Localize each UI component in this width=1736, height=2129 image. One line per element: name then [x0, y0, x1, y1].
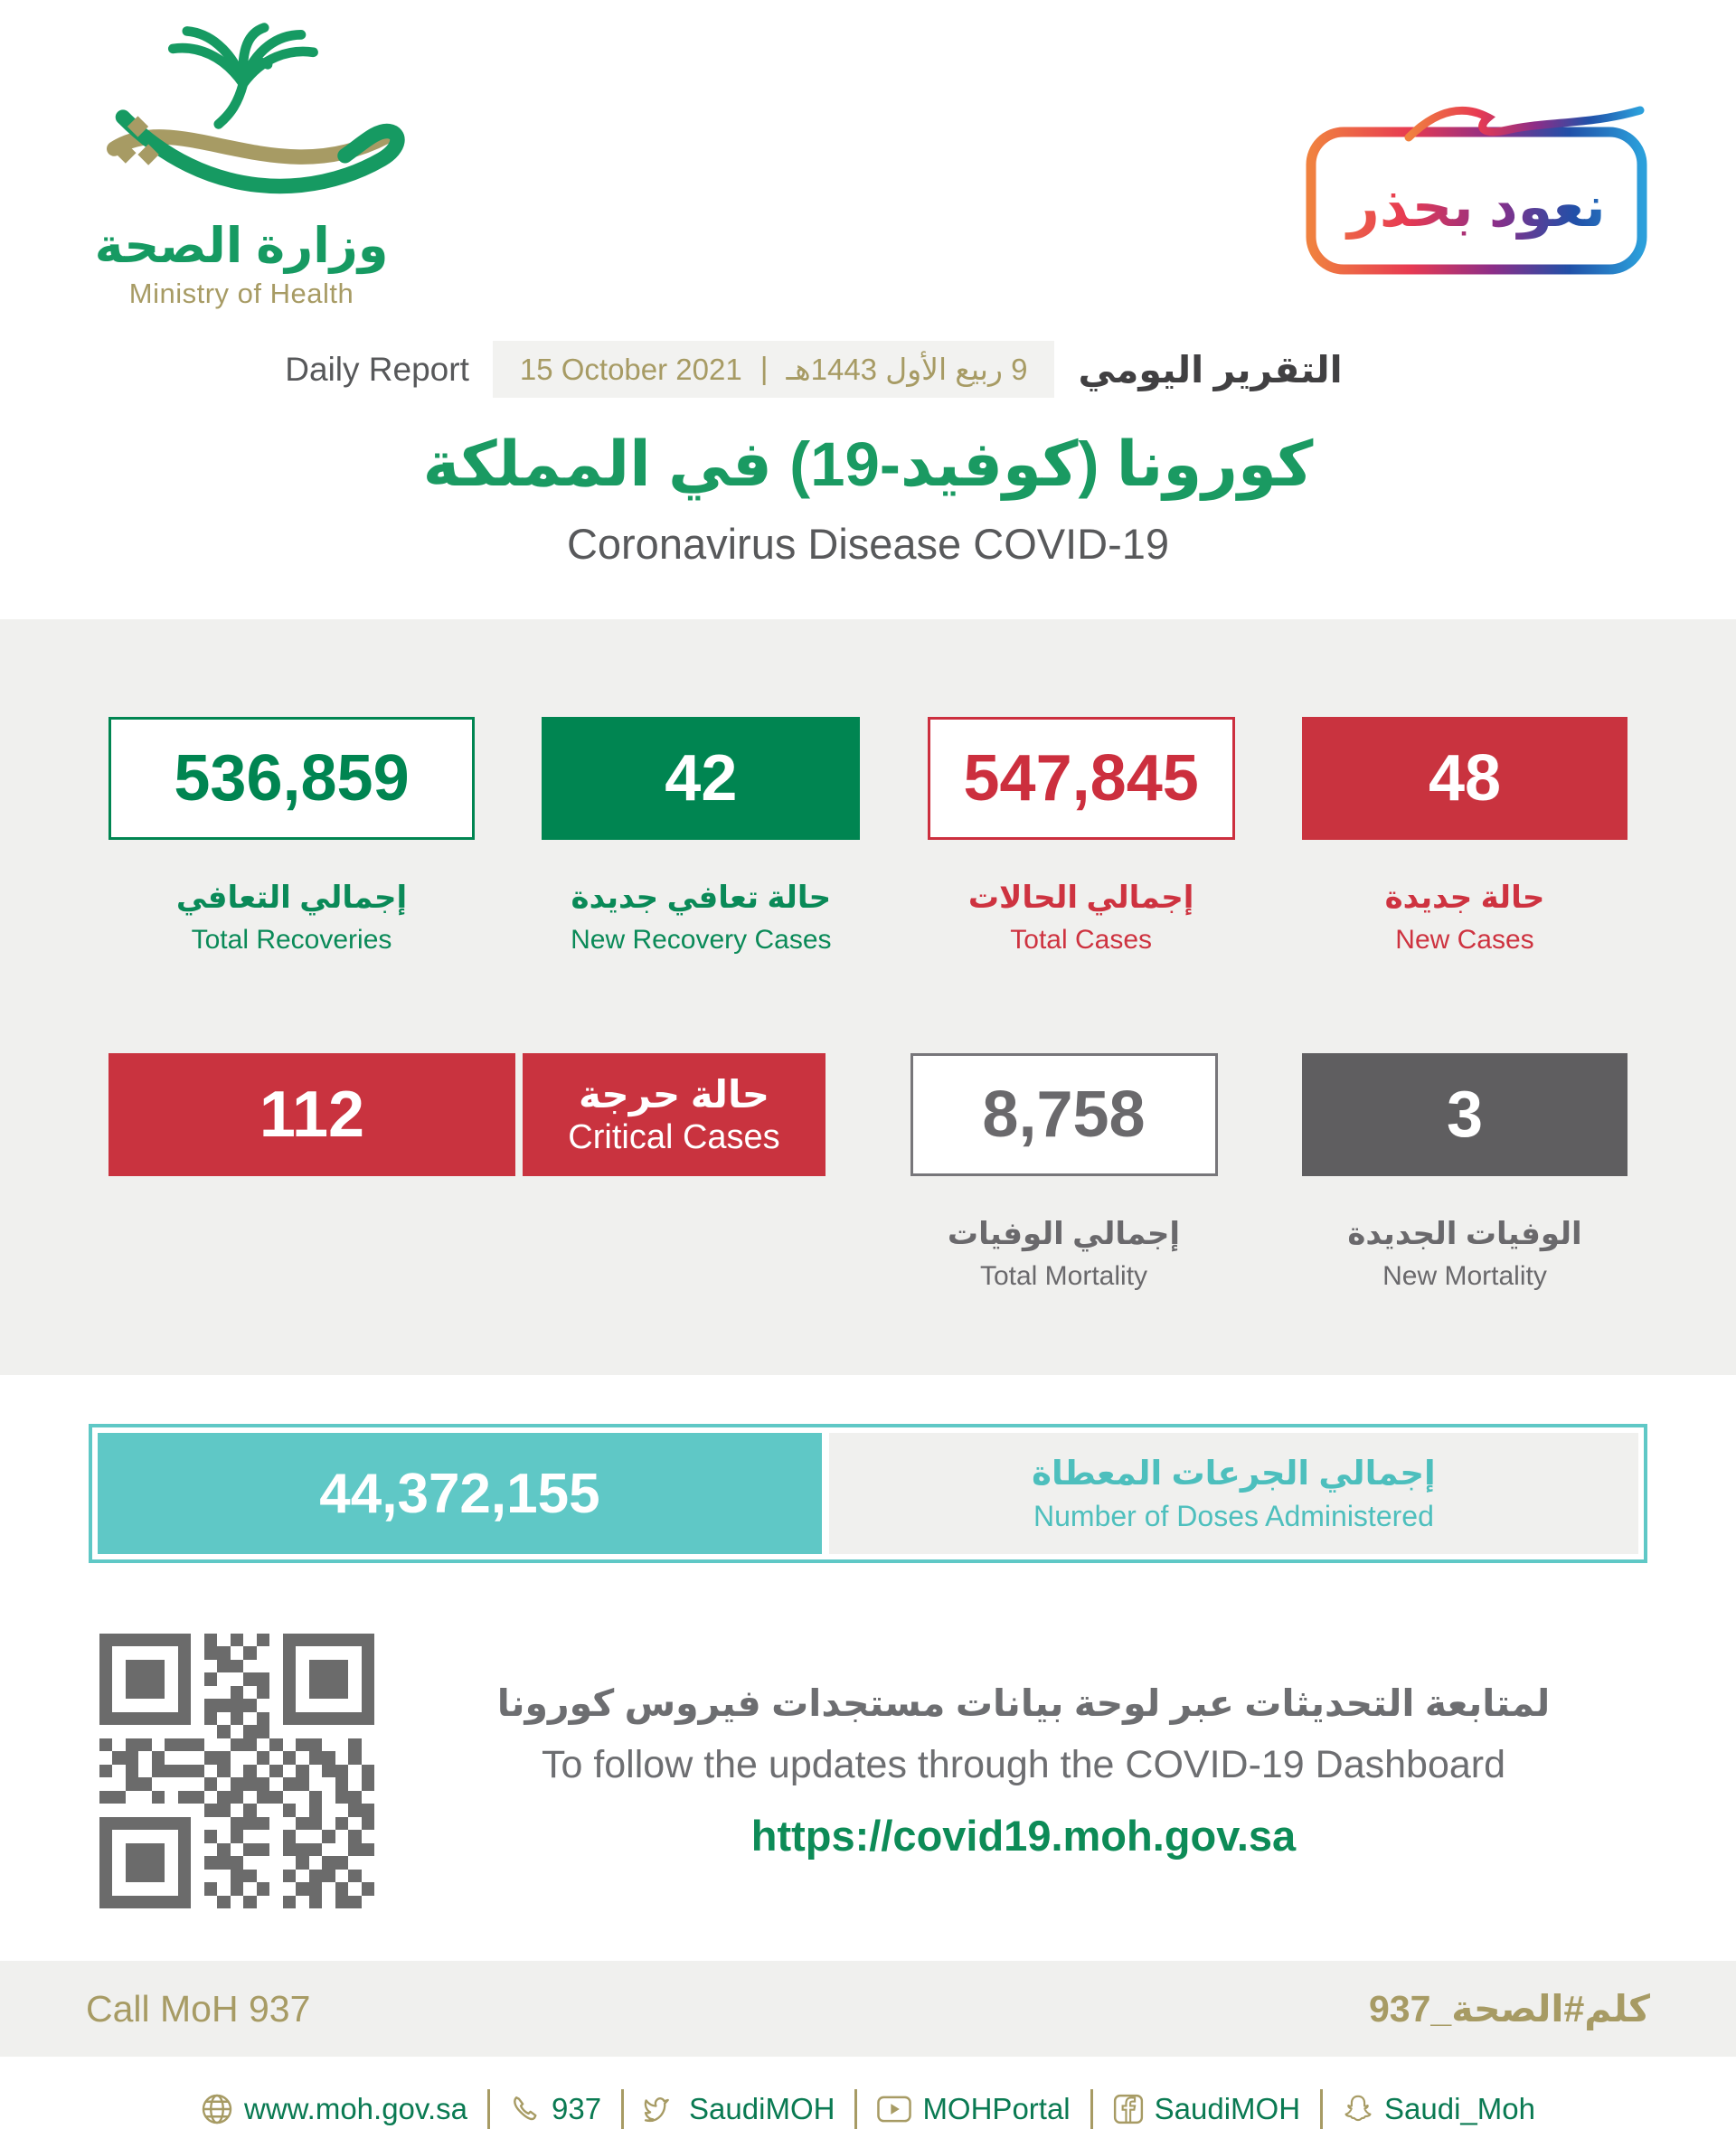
- return-with-caution-badge: [1300, 96, 1653, 281]
- stats-row-1: [108, 717, 1628, 956]
- logo-title-english: Ministry of Health: [128, 278, 354, 309]
- gregorian-date: 15 October 2021: [519, 352, 742, 386]
- youtube-icon: [877, 2095, 911, 2124]
- footer-item-website[interactable]: [201, 2092, 467, 2126]
- call-moh-arabic: كلم#الصحة_937: [1368, 1988, 1650, 2030]
- footer-item-facebook[interactable]: [1113, 2092, 1300, 2126]
- qr-code: [99, 1634, 374, 1908]
- new-cases-label-ar: حالة جديدة: [1384, 881, 1545, 915]
- footer-item-phone[interactable]: [510, 2092, 601, 2126]
- total-cases-value: 547,845: [928, 717, 1235, 840]
- critical-cases-label-ar: حالة حرجة: [578, 1073, 770, 1116]
- total-mortality-card: [910, 1053, 1218, 1292]
- facebook-icon: [1113, 2094, 1144, 2124]
- dashboard-line-ar: لمتابعة التحديثات عبر لوحة بيانات مستجدات فيروس كورونا: [496, 1682, 1551, 1724]
- moh-logo: [83, 25, 400, 310]
- hijri-date: 9 ربيع الأول 1443هـ: [786, 353, 1028, 386]
- page-title-arabic: كورونا (كوفيد-19) في المملكة: [422, 429, 1314, 499]
- total-mortality-value: 8,758: [910, 1053, 1218, 1176]
- logo-title-arabic: وزارة الصحة: [94, 219, 389, 273]
- social-footer: [0, 2089, 1736, 2129]
- critical-cases-card: [108, 1053, 826, 1292]
- footer-website-label: www.moh.gov.sa: [244, 2092, 467, 2125]
- new-mortality-label-en: New Mortality: [1382, 1261, 1547, 1291]
- new-recoveries-label-en: New Recovery Cases: [571, 925, 832, 955]
- doses-label-en: Number of Doses Administered: [1033, 1500, 1434, 1532]
- total-recoveries-label-ar: إجمالي التعافي: [175, 881, 408, 915]
- doses-divider: [822, 1433, 829, 1554]
- dashboard-line-en: To follow the updates through the COVID-19 Dashboard: [541, 1743, 1506, 1786]
- footer-item-twitter[interactable]: [644, 2092, 835, 2126]
- critical-cases-label-en: Critical Cases: [568, 1118, 780, 1156]
- page-title-english: Coronavirus Disease COVID-19: [566, 520, 1170, 568]
- new-recoveries-card: [542, 717, 860, 956]
- total-cases-label-ar: إجمالي الحالات: [967, 881, 1194, 915]
- doses-administered-bar: [89, 1424, 1647, 1563]
- total-recoveries-value: 536,859: [108, 717, 475, 840]
- footer-divider: [621, 2089, 624, 2129]
- doses-value: 44,372,155: [98, 1433, 822, 1554]
- footer-phone-label: 937: [551, 2092, 602, 2125]
- date-divider: |: [760, 352, 769, 386]
- new-mortality-card: [1302, 1053, 1628, 1292]
- total-recoveries-label-en: Total Recoveries: [191, 925, 392, 955]
- footer-twitter-label: SaudiMOH: [689, 2092, 835, 2125]
- total-mortality-label-en: Total Mortality: [979, 1261, 1148, 1291]
- new-cases-label-en: New Cases: [1395, 925, 1534, 955]
- total-cases-label-en: Total Cases: [1010, 925, 1153, 955]
- date-box: [493, 341, 1055, 398]
- new-cases-value: 48: [1302, 717, 1628, 840]
- footer-item-youtube[interactable]: [877, 2092, 1070, 2126]
- footer-divider: [854, 2089, 857, 2129]
- total-mortality-label-ar: إجمالي الوفيات: [947, 1217, 1181, 1251]
- footer-divider: [1090, 2089, 1093, 2129]
- critical-cases-value: 112: [108, 1053, 515, 1176]
- call-moh-strip: [0, 1961, 1736, 2057]
- footer-facebook-label: SaudiMOH: [1154, 2092, 1301, 2125]
- stats-row-2: [108, 1053, 1628, 1292]
- total-recoveries-card: [108, 717, 475, 956]
- moh-logo-icon: [92, 25, 391, 215]
- dashboard-section: [0, 1634, 1736, 1908]
- total-cases-card: [928, 717, 1235, 956]
- new-mortality-value: 3: [1302, 1053, 1628, 1176]
- new-recoveries-label-ar: حالة تعافي جديدة: [571, 881, 832, 915]
- twitter-icon: [644, 2094, 678, 2124]
- snapchat-icon: [1343, 2094, 1373, 2124]
- statistics-section: [0, 619, 1736, 1375]
- report-header-row: [0, 341, 1682, 398]
- footer-snapchat-label: Saudi_Moh: [1384, 2092, 1535, 2125]
- phone-icon: [510, 2094, 541, 2124]
- new-cases-card: [1302, 717, 1628, 956]
- footer-divider: [1320, 2089, 1323, 2129]
- dashboard-url-link[interactable]: https://covid19.moh.gov.sa: [750, 1812, 1297, 1860]
- doses-label-ar: إجمالي الجرعات المعطاة: [1032, 1455, 1436, 1492]
- badge-text: نعود بحذر: [1300, 174, 1653, 240]
- new-recoveries-value: 42: [542, 717, 860, 840]
- globe-icon: [201, 2093, 233, 2125]
- call-moh-english: Call MoH 937: [86, 1987, 311, 2030]
- footer-youtube-label: MOHPortal: [922, 2092, 1071, 2125]
- new-mortality-label-ar: الوفيات الجديدة: [1347, 1217, 1582, 1251]
- daily-report-label-arabic: التقرير اليومي: [1078, 348, 1343, 391]
- footer-divider: [487, 2089, 490, 2129]
- footer-item-snapchat[interactable]: [1343, 2092, 1535, 2126]
- daily-report-label: Daily Report: [285, 350, 469, 388]
